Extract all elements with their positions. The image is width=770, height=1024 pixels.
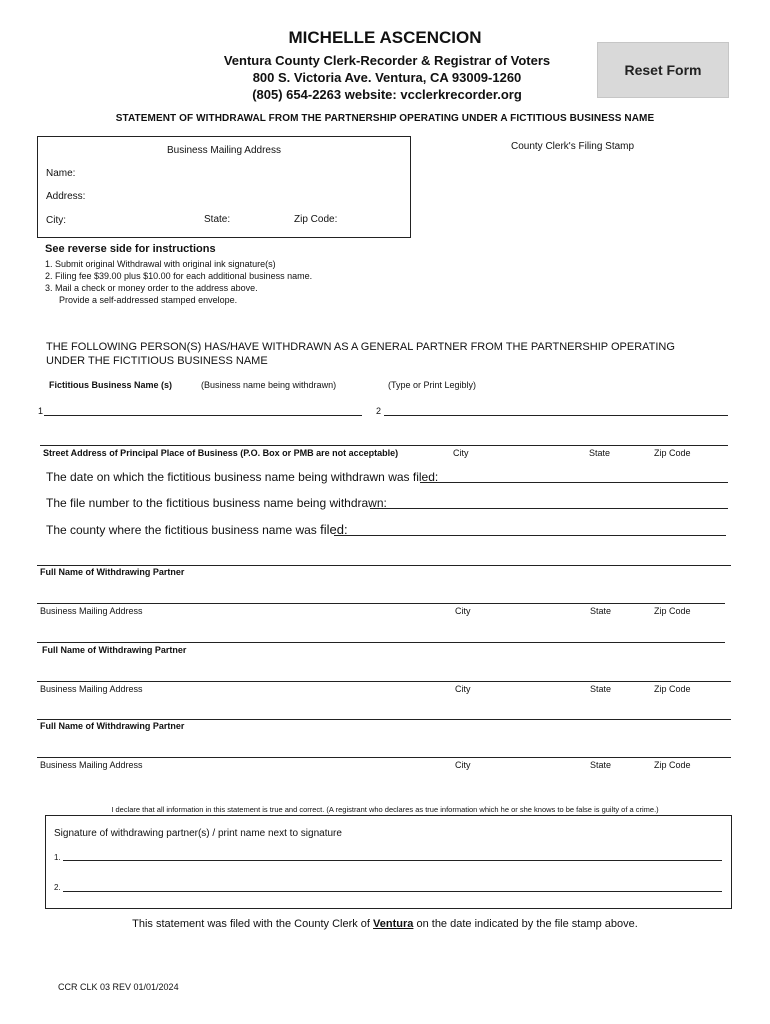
county-label-filed: filed:	[320, 522, 348, 537]
principal-city-label: City	[453, 448, 469, 458]
name-label: Name:	[46, 168, 76, 179]
instruction-item: 1. Submit original Withdrawal with original ink signature(s)	[45, 259, 276, 269]
partner-1-name-field[interactable]	[37, 603, 725, 604]
partner-2-zip-label: Zip Code	[654, 684, 691, 694]
withdrawal-heading-line2: UNDER THE FICTITIOUS BUSINESS NAME	[46, 355, 268, 367]
filing-statement-before: This statement was filed with the County Clerk of	[132, 918, 370, 930]
fbn-1-field[interactable]	[44, 415, 362, 416]
fbn-label: Fictitious Business Name (s)	[49, 380, 173, 390]
address-label: Address:	[46, 191, 86, 202]
partner-2-name-label: Full Name of Withdrawing Partner	[42, 645, 187, 655]
county-field[interactable]	[334, 535, 726, 536]
mailing-address-box	[37, 136, 411, 238]
signature-label: Signature of withdrawing partner(s) / print name next to signature	[54, 828, 342, 839]
partner-separator	[37, 565, 731, 566]
county-label-text: The county where the fictitious business name was	[46, 523, 317, 537]
instruction-item: 3. Mail a check or money order to the address above.	[45, 283, 258, 293]
office-name: Ventura County Clerk-Recorder & Registrar of Voters	[223, 53, 551, 68]
city-label: City:	[46, 215, 66, 226]
declaration-text: I declare that all information in this statement is true and correct. (A registrant who declares as true information which he or she knows to be false is guilty of a crime.)	[111, 805, 659, 814]
partner-1-zip-label: Zip Code	[654, 606, 691, 616]
file-number-label: The file number to the fictitious business name being withdrawn:	[46, 496, 387, 510]
partner-2-state-label: State	[590, 684, 612, 694]
fbn-number-1: 1	[38, 406, 44, 416]
signature-box	[45, 815, 732, 909]
office-address: 800 S. Victoria Ave. Ventura, CA 93009-1260	[252, 70, 522, 85]
filing-statement-county: Ventura	[373, 918, 414, 930]
instruction-item: 2. Filing fee $39.00 plus $10.00 for each additional business name.	[45, 271, 313, 281]
file-number-field[interactable]	[370, 508, 728, 509]
signature-2-field[interactable]	[63, 891, 722, 892]
partner-1-address-label: Business Mailing Address	[40, 606, 143, 616]
principal-zip-label: Zip Code	[654, 448, 691, 458]
signature-1-field[interactable]	[63, 860, 722, 861]
partner-3-name-field[interactable]	[37, 757, 731, 758]
partner-2-name-field[interactable]	[37, 681, 731, 682]
partner-3-city-label: City	[455, 760, 471, 770]
mailing-address-heading: Business Mailing Address	[167, 145, 281, 156]
partner-3-state-label: State	[590, 760, 612, 770]
partner-3-name-label: Full Name of Withdrawing Partner	[40, 721, 185, 731]
state-label: State:	[204, 214, 231, 225]
principal-address-field[interactable]	[40, 445, 728, 446]
partner-2-address-field[interactable]	[37, 719, 731, 720]
partner-1-name-label: Full Name of Withdrawing Partner	[40, 567, 185, 577]
withdrawal-heading-line1: THE FOLLOWING PERSON(S) HAS/HAVE WITHDRAWN AS A GENERAL PARTNER FROM THE PARTNERSHIP OPERATING	[46, 341, 675, 353]
instruction-item: Provide a self-addressed stamped envelope.	[59, 295, 238, 305]
partner-1-address-field[interactable]	[37, 642, 725, 643]
zip-label: Zip Code:	[294, 214, 338, 225]
fbn-hint: (Business name being withdrawn)	[201, 380, 337, 390]
filing-statement-after: on the date indicated by the file stamp above.	[416, 918, 638, 930]
fbn-number-2: 2	[376, 406, 382, 416]
principal-address-label: Street Address of Principal Place of Business (P.O. Box or PMB are not acceptable)	[43, 448, 399, 458]
signature-number-2: 2.	[54, 883, 61, 892]
clerk-name: MICHELLE ASCENCION	[288, 28, 482, 47]
instructions-heading: See reverse side for instructions	[45, 243, 216, 255]
fbn-2-field[interactable]	[384, 415, 728, 416]
date-filed-label: The date on which the fictitious business name being withdrawn was filed:	[46, 470, 439, 484]
partner-2-address-label: Business Mailing Address	[40, 684, 143, 694]
partner-1-state-label: State	[590, 606, 612, 616]
principal-state-label: State	[589, 448, 611, 458]
signature-number-1: 1.	[54, 853, 61, 862]
filing-stamp-label: County Clerk's Filing Stamp	[511, 141, 635, 152]
fbn-print-hint: (Type or Print Legibly)	[388, 380, 477, 390]
form-code: CCR CLK 03 REV 01/01/2024	[58, 982, 179, 992]
partner-3-address-label: Business Mailing Address	[40, 760, 143, 770]
partner-3-zip-label: Zip Code	[654, 760, 691, 770]
county-label	[46, 522, 348, 537]
reset-form-button[interactable]: Reset Form	[597, 42, 729, 98]
partner-2-city-label: City	[455, 684, 471, 694]
office-contact: (805) 654-2263 website: vcclerkrecorder.org	[252, 87, 522, 102]
date-filed-field[interactable]	[420, 482, 728, 483]
partner-1-city-label: City	[455, 606, 471, 616]
statement-title: STATEMENT OF WITHDRAWAL FROM THE PARTNERSHIP OPERATING UNDER A FICTITIOUS BUSINESS NAME	[115, 113, 655, 124]
filing-statement	[0, 918, 770, 930]
